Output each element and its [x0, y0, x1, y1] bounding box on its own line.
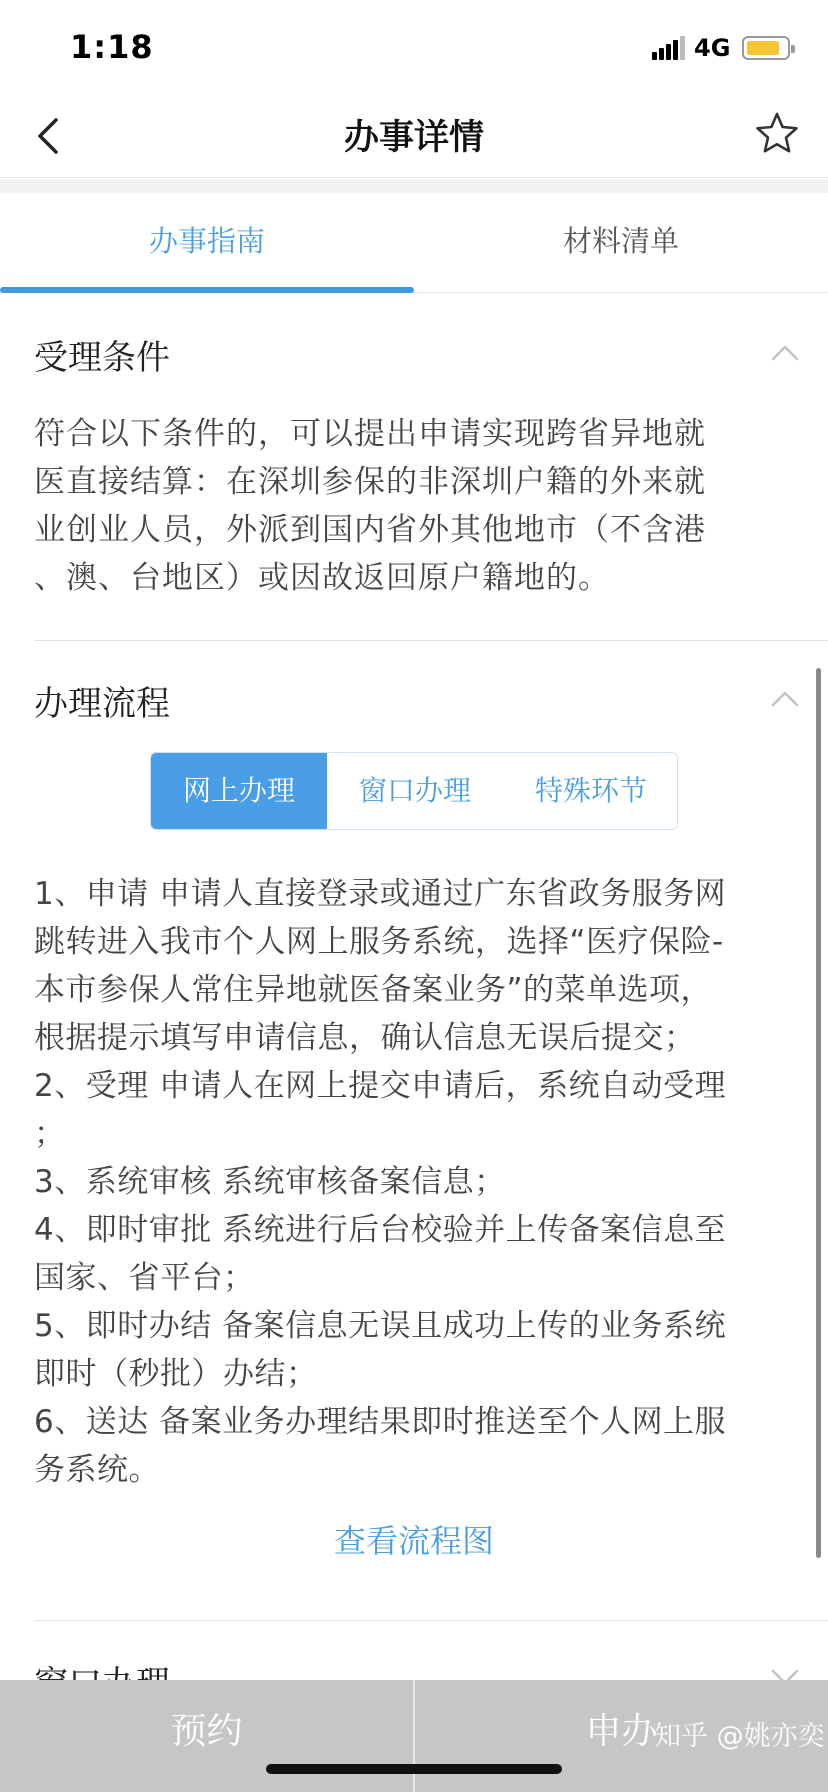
signal-icon — [652, 36, 686, 60]
mode-online[interactable]: 网上办理 — [151, 753, 327, 829]
apply-button[interactable]: 申办 — [585, 1711, 658, 1752]
conditions-line: 业创业人员，外派到国内省外其他地市（不含港 — [34, 512, 706, 548]
process-step-line: 根据提示填写申请信息，确认信息无误后提交； — [34, 1020, 696, 1056]
process-step-line: 即时（秒批）办结； — [34, 1356, 318, 1392]
process-step-line: 跳转进入我市个人网上服务系统，选择“医疗保险- — [34, 924, 724, 960]
conditions-line: 医直接结算：在深圳参保的非深圳户籍的外来就 — [34, 464, 706, 500]
chevron-up-icon[interactable] — [770, 342, 800, 362]
section-title-process[interactable]: 办理流程 — [34, 684, 170, 724]
appointment-button[interactable]: 预约 — [170, 1711, 243, 1752]
view-flowchart-link[interactable]: 查看流程图 — [333, 1522, 494, 1560]
scrollbar[interactable] — [816, 668, 821, 1558]
divider — [34, 640, 828, 641]
nav-bar — [0, 94, 828, 178]
tab-materials[interactable]: 材料清单 — [562, 224, 679, 258]
process-step-line: ； — [34, 1116, 66, 1152]
home-indicator[interactable] — [266, 1764, 562, 1774]
process-step-line: 4、即时审批 系统进行后台校验并上传备案信息至 — [34, 1212, 727, 1248]
process-step-line: 3、系统审核 系统审核备案信息； — [34, 1164, 506, 1200]
separator-band — [0, 179, 828, 193]
process-step-line: 2、受理 申请人在网上提交申请后，系统自动受理 — [34, 1068, 727, 1104]
conditions-text — [34, 410, 794, 602]
tab-indicator — [0, 287, 414, 293]
status-time: 1:18 — [70, 28, 154, 66]
process-step-line: 6、送达 备案业务办理结果即时推送至个人网上服 — [34, 1404, 727, 1440]
page-title: 办事详情 — [343, 118, 484, 158]
section-title-conditions[interactable]: 受理条件 — [34, 338, 170, 378]
chevron-up-icon[interactable] — [770, 688, 800, 708]
tab-bar — [0, 193, 828, 293]
battery-icon — [742, 36, 790, 60]
process-step-line: 务系统。 — [34, 1452, 160, 1488]
watermark: 知乎 @姚亦奕 — [654, 1721, 825, 1752]
star-outline-icon[interactable] — [754, 110, 800, 156]
process-step-line: 本市参保人常住异地就医备案业务”的菜单选项， — [34, 972, 713, 1008]
process-step-line: 国家、省平台； — [34, 1260, 255, 1296]
mode-special[interactable]: 特殊环节 — [534, 774, 647, 807]
status-bar — [0, 0, 828, 94]
conditions-line: 、澳、台地区）或因故返回原户籍地的。 — [34, 560, 610, 596]
tab-guide[interactable]: 办事指南 — [148, 224, 265, 258]
divider — [34, 1620, 828, 1621]
process-steps — [34, 870, 796, 1494]
process-step-line: 1、申请 申请人直接登录或通过广东省政务服务网 — [34, 876, 727, 912]
process-step-line: 5、即时办结 备案信息无误且成功上传的业务系统 — [34, 1308, 727, 1344]
mode-segmented-control — [150, 752, 678, 830]
network-type: 4G — [694, 34, 731, 62]
conditions-line: 符合以下条件的，可以提出申请实现跨省异地就 — [34, 416, 706, 452]
mode-window[interactable]: 窗口办理 — [358, 774, 471, 807]
